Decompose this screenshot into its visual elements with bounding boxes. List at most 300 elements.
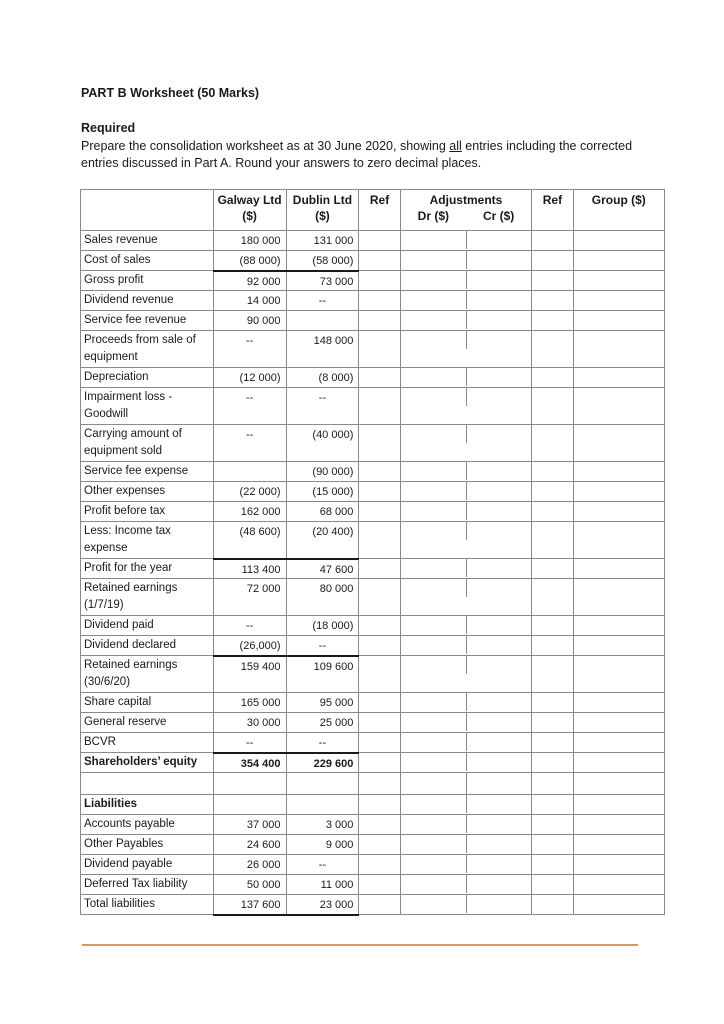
adjustment-cells: [400, 579, 532, 616]
galway-value: (48 600): [213, 522, 286, 559]
dublin-value: 47 600: [286, 559, 359, 579]
group-cell[interactable]: [573, 875, 664, 895]
dr-cell[interactable]: [401, 636, 467, 654]
dr-cell[interactable]: [401, 231, 467, 249]
dr-cell[interactable]: [401, 733, 467, 751]
group-cell[interactable]: [573, 835, 664, 855]
ref-1-cell[interactable]: [359, 231, 400, 251]
ref-1-cell[interactable]: [359, 795, 400, 815]
galway-value: --: [213, 425, 286, 462]
dr-cell[interactable]: [401, 462, 467, 480]
ref-1-cell[interactable]: [359, 895, 400, 915]
dublin-value: --: [286, 388, 359, 425]
page-title: PART B Worksheet (50 Marks): [81, 86, 260, 100]
dr-cell[interactable]: [401, 693, 467, 711]
row-label: [81, 773, 214, 795]
group-cell[interactable]: [573, 753, 664, 773]
ref-2-cell[interactable]: [532, 482, 573, 502]
required-heading: Required: [81, 121, 136, 135]
dr-cell[interactable]: [401, 656, 467, 674]
ref-2-cell[interactable]: [532, 693, 573, 713]
dr-cell[interactable]: [401, 616, 467, 634]
table-row: [81, 331, 665, 368]
galway-value: 72 000: [213, 579, 286, 616]
header-dublin: Dublin Ltd ($): [286, 190, 359, 231]
ref-1-cell[interactable]: [359, 251, 400, 271]
adjustment-cells: [400, 656, 532, 693]
header-galway: Galway Ltd ($): [213, 190, 286, 231]
group-cell[interactable]: [573, 231, 664, 251]
galway-value: (26,000): [213, 636, 286, 656]
adjustment-cells: [400, 559, 532, 579]
dr-cell[interactable]: [401, 579, 467, 597]
adjustments-title: Adjustments: [429, 193, 503, 207]
dublin-value: --: [286, 855, 359, 875]
adjustment-cells: [400, 815, 532, 835]
group-cell[interactable]: [573, 895, 664, 915]
cr-cell[interactable]: [467, 231, 532, 249]
adjustment-cells: [400, 482, 532, 502]
table-row: [81, 522, 665, 559]
dr-cell[interactable]: [401, 388, 467, 406]
row-label: General reserve: [81, 713, 214, 733]
adjustment-cells: [400, 616, 532, 636]
table-row: [81, 559, 665, 579]
group-cell[interactable]: [573, 331, 664, 368]
table-row: [81, 579, 665, 616]
dublin-value: 11 000: [286, 875, 359, 895]
dublin-value: 95 000: [286, 693, 359, 713]
cr-cell[interactable]: [467, 291, 532, 309]
dr-cell[interactable]: [401, 895, 467, 913]
cr-cell[interactable]: [467, 579, 532, 597]
adjustment-cells: [400, 388, 532, 425]
ref-1-cell[interactable]: [359, 425, 400, 462]
galway-value: 24 600: [213, 835, 286, 855]
row-label: Dividend payable: [81, 855, 214, 875]
group-cell[interactable]: [573, 656, 664, 693]
ref-2-cell[interactable]: [532, 753, 573, 773]
row-label: Gross profit: [81, 271, 214, 291]
ref-1-cell[interactable]: [359, 773, 400, 795]
galway-value: [213, 795, 286, 815]
dr-cell[interactable]: [401, 855, 467, 873]
table-row: [81, 425, 665, 462]
adjustment-cells: [400, 502, 532, 522]
galway-value: (88 000): [213, 251, 286, 271]
dublin-value: 73 000: [286, 271, 359, 291]
galway-value: --: [213, 733, 286, 753]
dr-cell[interactable]: [401, 713, 467, 731]
ref-2-cell[interactable]: [532, 855, 573, 875]
group-cell[interactable]: [573, 559, 664, 579]
cr-cell[interactable]: [467, 656, 532, 674]
cr-cell[interactable]: [467, 311, 532, 329]
dublin-value: (8 000): [286, 368, 359, 388]
cr-cell[interactable]: [467, 559, 532, 577]
adjustment-cells: [400, 753, 532, 773]
group-cell[interactable]: [573, 388, 664, 425]
ref-2-cell[interactable]: [532, 636, 573, 656]
cr-cell[interactable]: [467, 733, 532, 751]
ref-2-cell[interactable]: [532, 713, 573, 733]
group-cell[interactable]: [573, 482, 664, 502]
ref-1-cell[interactable]: [359, 815, 400, 835]
ref-2-cell[interactable]: [532, 522, 573, 559]
ref-1-cell[interactable]: [359, 462, 400, 482]
instruction-text-1: Prepare the consolidation worksheet as at 30 June 2020, showing: [81, 139, 450, 153]
dr-cell[interactable]: [401, 271, 467, 289]
table-row: [81, 502, 665, 522]
adjustment-cells: [400, 331, 532, 368]
ref-2-cell[interactable]: [532, 579, 573, 616]
cr-cell[interactable]: [467, 693, 532, 711]
ref-2-cell[interactable]: [532, 251, 573, 271]
dr-cell[interactable]: [401, 502, 467, 520]
dublin-value: 109 600: [286, 656, 359, 693]
galway-value: 162 000: [213, 502, 286, 522]
table-row: [81, 733, 665, 753]
ref-2-cell[interactable]: [532, 311, 573, 331]
galway-value: 354 400: [213, 753, 286, 773]
dr-cell[interactable]: [401, 815, 467, 833]
dublin-value: 9 000: [286, 835, 359, 855]
ref-1-cell[interactable]: [359, 522, 400, 559]
table-row: [81, 616, 665, 636]
table-row: [81, 311, 665, 331]
row-label: Impairment loss - Goodwill: [81, 388, 214, 425]
adjustment-cells: [400, 522, 532, 559]
row-label: Less: Income tax expense: [81, 522, 214, 559]
dublin-value: 229 600: [286, 753, 359, 773]
dublin-value: (15 000): [286, 482, 359, 502]
group-cell[interactable]: [573, 795, 664, 815]
row-label: Sales revenue: [81, 231, 214, 251]
ref-2-cell[interactable]: [532, 559, 573, 579]
table-row: [81, 895, 665, 915]
ref-1-cell[interactable]: [359, 636, 400, 656]
ref-2-cell[interactable]: [532, 616, 573, 636]
consolidation-worksheet: [80, 189, 665, 916]
ref-2-cell[interactable]: [532, 895, 573, 915]
dublin-value: 23 000: [286, 895, 359, 915]
cr-cell[interactable]: [467, 835, 532, 853]
table-row: [81, 636, 665, 656]
group-cell[interactable]: [573, 815, 664, 835]
cr-cell[interactable]: [467, 713, 532, 731]
dublin-value: [286, 773, 359, 795]
row-label: Share capital: [81, 693, 214, 713]
dr-cell[interactable]: [401, 773, 467, 794]
cr-cell[interactable]: [467, 462, 532, 480]
ref-2-cell[interactable]: [532, 291, 573, 311]
ref-2-cell[interactable]: [532, 815, 573, 835]
ref-1-cell[interactable]: [359, 835, 400, 855]
ref-2-cell[interactable]: [532, 368, 573, 388]
row-label: Cost of sales: [81, 251, 214, 271]
dublin-value: 80 000: [286, 579, 359, 616]
table-row: [81, 713, 665, 733]
group-cell[interactable]: [573, 693, 664, 713]
dublin-value: 131 000: [286, 231, 359, 251]
dr-cell[interactable]: [401, 795, 467, 813]
ref-1-cell[interactable]: [359, 713, 400, 733]
adjustment-cells: [400, 713, 532, 733]
row-label: Other expenses: [81, 482, 214, 502]
dr-cell[interactable]: [401, 835, 467, 853]
dublin-value: (90 000): [286, 462, 359, 482]
adjustment-cells: [400, 462, 532, 482]
adjustment-cells: [400, 251, 532, 271]
ref-2-cell[interactable]: [532, 388, 573, 425]
table-row: [81, 835, 665, 855]
ref-1-cell[interactable]: [359, 855, 400, 875]
row-label: Deferred Tax liability: [81, 875, 214, 895]
cr-cell[interactable]: [467, 331, 532, 349]
cr-cell[interactable]: [467, 522, 532, 540]
cr-cell[interactable]: [467, 368, 532, 386]
adjustment-cells: [400, 693, 532, 713]
row-label: Dividend paid: [81, 616, 214, 636]
galway-value: 137 600: [213, 895, 286, 915]
ref-2-cell[interactable]: [532, 656, 573, 693]
table-row: [81, 773, 665, 795]
row-label: Retained earnings (1/7/19): [81, 579, 214, 616]
ref-1-cell[interactable]: [359, 311, 400, 331]
row-label: BCVR: [81, 733, 214, 753]
row-label: Service fee revenue: [81, 311, 214, 331]
cr-cell[interactable]: [467, 502, 532, 520]
header-group: Group ($): [573, 190, 664, 231]
dr-cell[interactable]: [401, 311, 467, 329]
dr-cell[interactable]: [401, 522, 467, 540]
ref-1-cell[interactable]: [359, 616, 400, 636]
cr-cell[interactable]: [467, 616, 532, 634]
adjustment-cells: [400, 291, 532, 311]
ref-1-cell[interactable]: [359, 753, 400, 773]
group-cell[interactable]: [573, 462, 664, 482]
header-ref-1: Ref: [359, 190, 400, 231]
adjustment-cells: [400, 795, 532, 815]
galway-value: (12 000): [213, 368, 286, 388]
ref-1-cell[interactable]: [359, 875, 400, 895]
cr-cell[interactable]: [467, 753, 532, 771]
header-dr: Dr ($): [417, 209, 450, 223]
cr-cell[interactable]: [467, 636, 532, 654]
adjustment-cells: [400, 231, 532, 251]
adjustment-cells: [400, 636, 532, 656]
group-cell[interactable]: [573, 291, 664, 311]
galway-value: 165 000: [213, 693, 286, 713]
dublin-value: [286, 795, 359, 815]
galway-value: 30 000: [213, 713, 286, 733]
ref-2-cell[interactable]: [532, 331, 573, 368]
ref-1-cell[interactable]: [359, 693, 400, 713]
table-row: [81, 368, 665, 388]
galway-value: 180 000: [213, 231, 286, 251]
group-cell[interactable]: [573, 616, 664, 636]
dublin-value: (40 000): [286, 425, 359, 462]
ref-2-cell[interactable]: [532, 773, 573, 795]
dr-cell[interactable]: [401, 482, 467, 500]
table-row: [81, 875, 665, 895]
dublin-value: --: [286, 733, 359, 753]
ref-1-cell[interactable]: [359, 271, 400, 291]
row-label: Retained earnings (30/6/20): [81, 656, 214, 693]
table-row: [81, 388, 665, 425]
dr-cell[interactable]: [401, 368, 467, 386]
galway-value: 14 000: [213, 291, 286, 311]
dublin-value: 148 000: [286, 331, 359, 368]
table-row: [81, 482, 665, 502]
instructions: [81, 138, 641, 172]
galway-value: 159 400: [213, 656, 286, 693]
ref-1-cell[interactable]: [359, 331, 400, 368]
header-adjustments: [400, 190, 532, 231]
table-row: [81, 795, 665, 815]
table-row: [81, 815, 665, 835]
galway-value: --: [213, 388, 286, 425]
dublin-value: (20 400): [286, 522, 359, 559]
cr-cell[interactable]: [467, 895, 532, 913]
row-label: Carrying amount of equipment sold: [81, 425, 214, 462]
group-cell[interactable]: [573, 773, 664, 795]
galway-value: 92 000: [213, 271, 286, 291]
dr-cell[interactable]: [401, 251, 467, 269]
row-label: Other Payables: [81, 835, 214, 855]
cr-cell[interactable]: [467, 482, 532, 500]
group-cell[interactable]: [573, 579, 664, 616]
galway-value: 50 000: [213, 875, 286, 895]
adjustment-cells: [400, 733, 532, 753]
galway-value: --: [213, 616, 286, 636]
dublin-value: (58 000): [286, 251, 359, 271]
table-row: [81, 291, 665, 311]
instruction-text-2: entries including the corrected entries discussed in Part A. Round your answers to zero decimal places.: [81, 139, 633, 170]
dublin-value: 3 000: [286, 815, 359, 835]
dr-cell[interactable]: [401, 425, 467, 443]
bottom-accent-line: [82, 944, 638, 946]
galway-value: 90 000: [213, 311, 286, 331]
group-cell[interactable]: [573, 251, 664, 271]
row-label: Service fee expense: [81, 462, 214, 482]
group-cell[interactable]: [573, 502, 664, 522]
table-row: [81, 693, 665, 713]
ref-2-cell[interactable]: [532, 733, 573, 753]
table-row: [81, 462, 665, 482]
cr-cell[interactable]: [467, 425, 532, 443]
row-label: Profit for the year: [81, 559, 214, 579]
ref-1-cell[interactable]: [359, 291, 400, 311]
ref-1-cell[interactable]: [359, 579, 400, 616]
ref-2-cell[interactable]: [532, 425, 573, 462]
galway-value: [213, 773, 286, 795]
ref-2-cell[interactable]: [532, 502, 573, 522]
group-cell[interactable]: [573, 311, 664, 331]
dr-cell[interactable]: [401, 753, 467, 771]
cr-cell[interactable]: [467, 251, 532, 269]
galway-value: [213, 462, 286, 482]
ref-2-cell[interactable]: [532, 835, 573, 855]
dr-cell[interactable]: [401, 291, 467, 309]
dublin-value: --: [286, 636, 359, 656]
group-cell[interactable]: [573, 636, 664, 656]
ref-1-cell[interactable]: [359, 733, 400, 753]
row-label: Shareholders’ equity: [81, 753, 214, 773]
group-cell[interactable]: [573, 425, 664, 462]
dublin-value: (18 000): [286, 616, 359, 636]
ref-2-cell[interactable]: [532, 795, 573, 815]
table-row: [81, 753, 665, 773]
ref-1-cell[interactable]: [359, 656, 400, 693]
adjustment-cells: [400, 773, 532, 795]
dr-cell[interactable]: [401, 875, 467, 893]
dublin-value: 25 000: [286, 713, 359, 733]
galway-value: (22 000): [213, 482, 286, 502]
group-cell[interactable]: [573, 855, 664, 875]
ref-1-cell[interactable]: [359, 559, 400, 579]
dr-cell[interactable]: [401, 559, 467, 577]
ref-1-cell[interactable]: [359, 388, 400, 425]
galway-value: 113 400: [213, 559, 286, 579]
ref-1-cell[interactable]: [359, 368, 400, 388]
cr-cell[interactable]: [467, 388, 532, 406]
row-label: Proceeds from sale of equipment: [81, 331, 214, 368]
row-label: Liabilities: [81, 795, 214, 815]
row-label: Accounts payable: [81, 815, 214, 835]
row-label: Dividend declared: [81, 636, 214, 656]
group-cell[interactable]: [573, 368, 664, 388]
table-row: [81, 251, 665, 271]
instruction-emphasis: all: [449, 139, 462, 153]
ref-2-cell[interactable]: [532, 231, 573, 251]
row-label: Depreciation: [81, 368, 214, 388]
adjustment-cells: [400, 835, 532, 855]
table-row: [81, 656, 665, 693]
row-label: Profit before tax: [81, 502, 214, 522]
worksheet-body: [81, 231, 665, 915]
cr-cell[interactable]: [467, 875, 532, 893]
group-cell[interactable]: [573, 522, 664, 559]
ref-2-cell[interactable]: [532, 271, 573, 291]
dr-cell[interactable]: [401, 331, 467, 349]
header-label-cell: [81, 190, 214, 231]
group-cell[interactable]: [573, 271, 664, 291]
cr-cell[interactable]: [467, 271, 532, 289]
ref-2-cell[interactable]: [532, 875, 573, 895]
adjustment-cells: [400, 271, 532, 291]
adjustment-cells: [400, 875, 532, 895]
table-row: [81, 231, 665, 251]
ref-1-cell[interactable]: [359, 502, 400, 522]
group-cell[interactable]: [573, 733, 664, 753]
row-label: Dividend revenue: [81, 291, 214, 311]
row-label: Total liabilities: [81, 895, 214, 915]
cr-cell[interactable]: [467, 815, 532, 833]
cr-cell[interactable]: [467, 773, 532, 794]
ref-1-cell[interactable]: [359, 482, 400, 502]
group-cell[interactable]: [573, 713, 664, 733]
cr-cell[interactable]: [467, 795, 532, 813]
adjustment-cells: [400, 368, 532, 388]
header-cr: Cr ($): [482, 209, 515, 223]
cr-cell[interactable]: [467, 855, 532, 873]
adjustment-cells: [400, 855, 532, 875]
adjustment-cells: [400, 425, 532, 462]
galway-value: 37 000: [213, 815, 286, 835]
ref-2-cell[interactable]: [532, 462, 573, 482]
dublin-value: [286, 311, 359, 331]
